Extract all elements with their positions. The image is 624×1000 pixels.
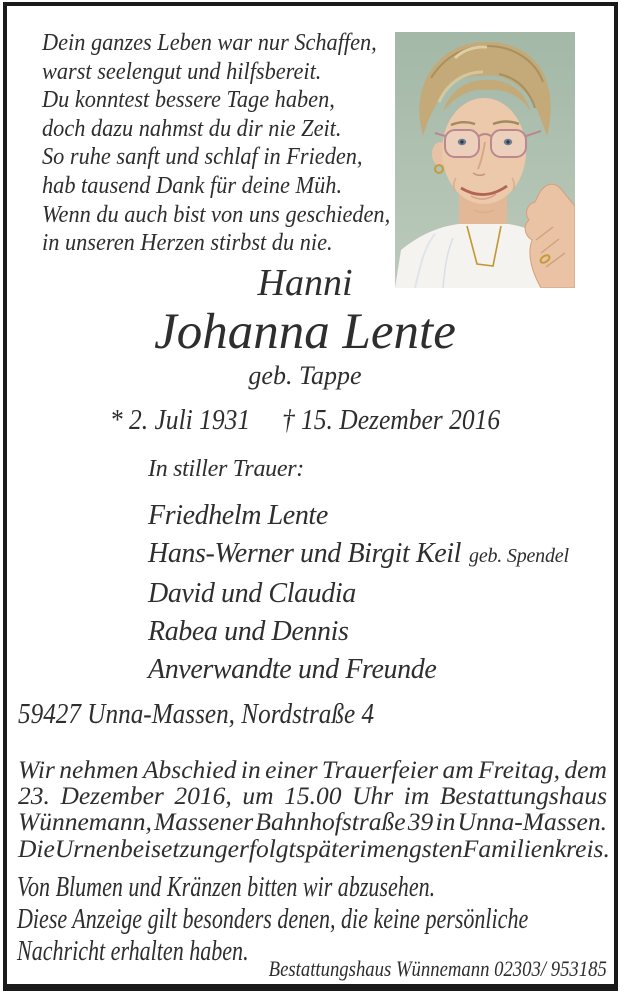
flowers-request: Von Blumen und Kränzen bitten wir abzusehen. [17, 871, 436, 903]
mourner-name: Anverwandte und Freunde [148, 654, 437, 685]
funeral-home-contact: Bestattungshaus Wünnemann 02303/ 953185 [268, 956, 607, 981]
poem-line: hab tausend Dank für deine Müh. [42, 172, 343, 199]
deceased-nickname: Hanni [257, 262, 353, 304]
home-address: 59427 Unna-Massen, Nordstraße 4 [18, 699, 375, 730]
funeral-details-line: Die Urnenbeisetzung erfolgt später im engsten Familienkreis. [18, 833, 610, 863]
notice-note-line: Nachricht erhalten haben. [17, 934, 249, 967]
mourner-name: Friedhelm Lente [148, 500, 328, 531]
notice-note-line: Diese Anzeige gilt besonders denen, die keine persönliche [17, 903, 529, 935]
mourning-heading: In stiller Trauer: [148, 456, 304, 482]
poem-line: Dein ganzes Leben war nur Schaffen, [42, 30, 377, 56]
mourner-name: David und Claudia [148, 578, 356, 609]
death-date: † 15. Dezember 2016 [281, 404, 501, 436]
mourner-row [148, 535, 569, 575]
poem-line: warst seelengut und hilfsbereit. [42, 58, 322, 85]
mourner-row [148, 575, 569, 613]
maiden-name: geb. Tappe [248, 361, 362, 390]
poem-line: Du konntest bessere Tage haben, [42, 87, 335, 114]
funeral-details-line: Wir nehmen Abschied in einer Trauerfeier am Freitag, dem [18, 755, 607, 784]
poem-line: in unseren Herzen stirbst du nie. [42, 230, 333, 257]
poem-line: So ruhe sanft und schlaf in Frieden, [42, 144, 363, 171]
mourners-list [148, 497, 569, 689]
mourner-name-suffix: geb. Spendel [469, 545, 569, 567]
mourner-row [148, 613, 569, 651]
funeral-details-line: 23. Dezember 2016, um 15.00 Uhr im Bestattungshaus [18, 781, 607, 811]
deceased-name: Johanna Lente [154, 304, 456, 360]
mourner-name: Hans-Werner und Birgit Keil [148, 538, 462, 569]
poem-line: doch dazu nahmst du dir nie Zeit. [42, 115, 342, 142]
funeral-details [18, 755, 610, 863]
mourner-row [148, 651, 569, 689]
portrait-photo [395, 32, 575, 288]
memorial-poem [42, 29, 390, 258]
mourner-name: Rabea und Dennis [148, 616, 349, 647]
mourner-row [148, 497, 569, 535]
life-dates [37, 404, 574, 437]
birth-date: * 2. Juli 1931 [109, 404, 251, 436]
poem-line: Wenn du auch bist von uns geschieden, [42, 201, 391, 228]
funeral-details-line: Wünnemann, Massener Bahnhofstraße 39 in Unna-Massen. [18, 807, 607, 837]
